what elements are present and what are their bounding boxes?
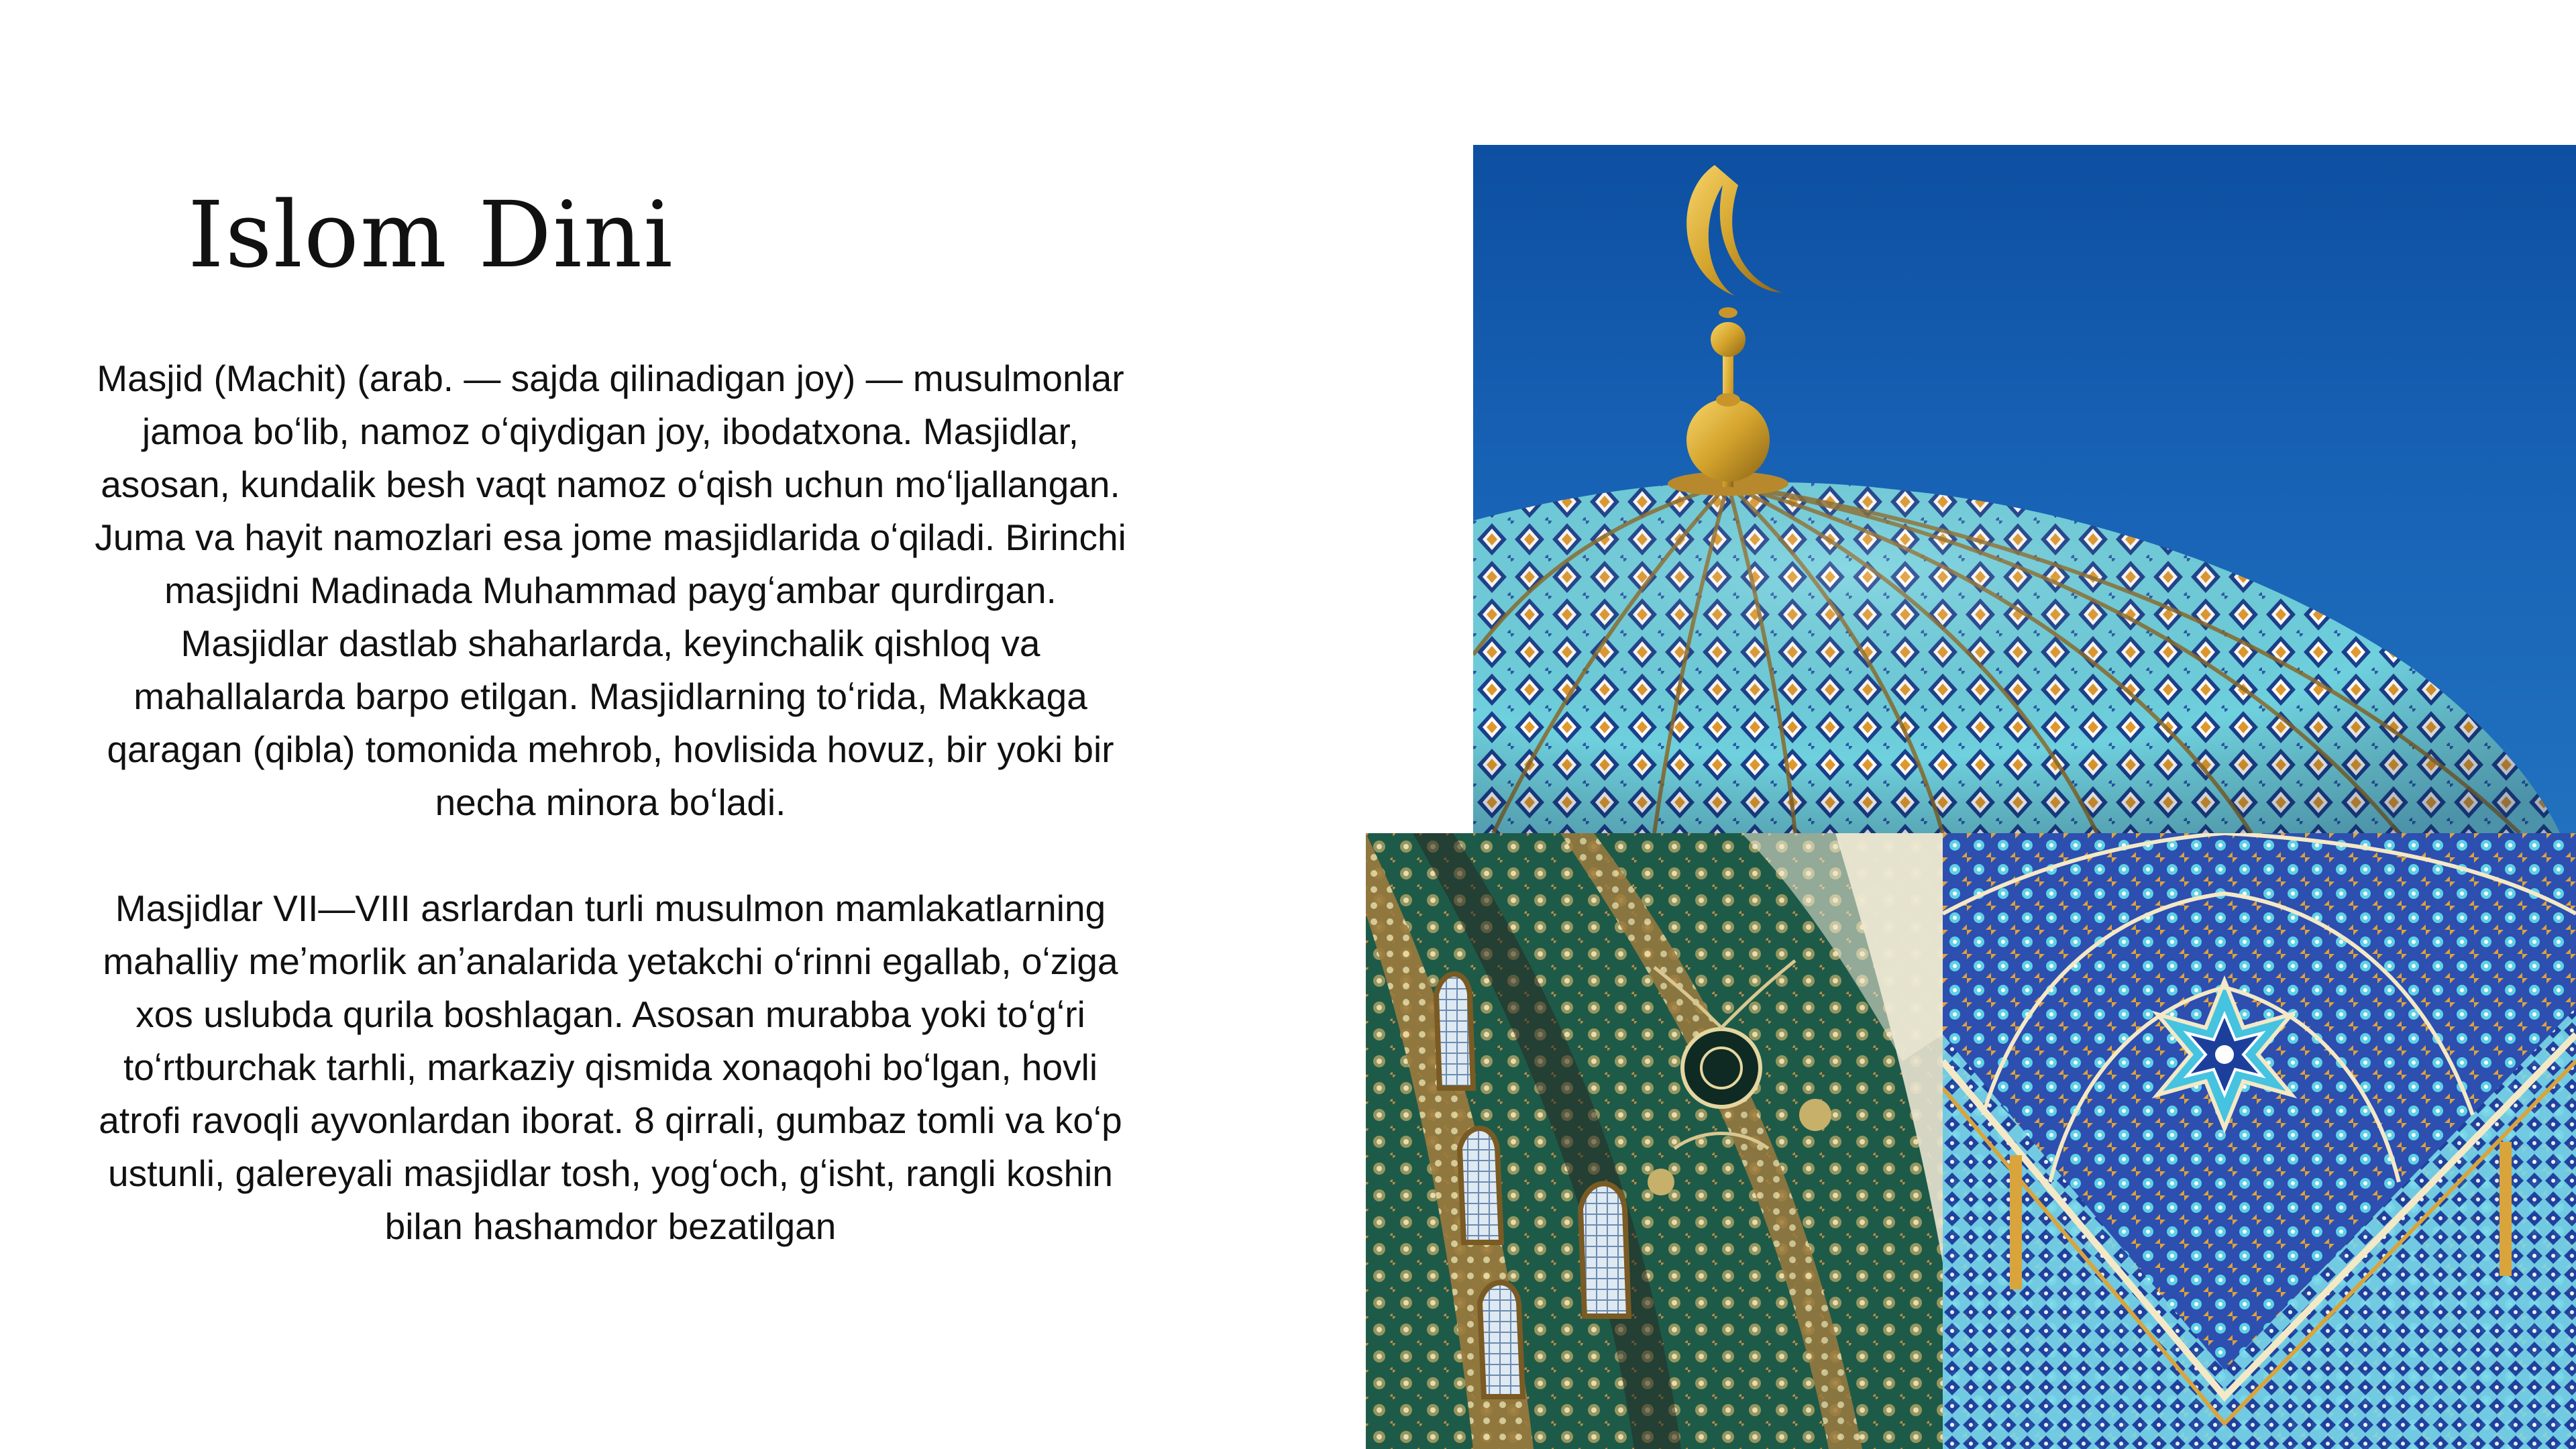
paragraph-1: Masjid (Machit) (arab. — sajda qilinadigan joy) — musulmonlar jamoa boʻlib, namoz oʻqiydigan joy, ibodatxona. Masjidlar, asosan, kundalik besh vaqt namoz oʻqish uchun moʻljallangan. Juma va hayit namozlari esa jome masjidlarida oʻqiladi. Birinchi masjidni Madinada Muhammad paygʻambar qurdirgan. Masjidlar dastlab shaharlarda, keyinchalik qishloq va mahallalarda barpo etilgan. Masjidlarning toʻrida, Makkaga qaragan (qibla) tomonida mehrob, hovlisida hovuz, bir yoki bir necha minora boʻladi.: [95, 358, 1126, 823]
paragraph-2: Masjidlar VII—VIII asrlardan turli musulmon mamlakatlarning mahalliy meʼmorlik anʼanalarida yetakchi oʻrinni egallab, oʻziga xos uslubda qurila boshlagan. Asosan murabba yoki toʻgʻri toʻrtburchak tarhli, markaziy qismida xonaqohi boʻlgan, hovli atrofi ravoqli ayvonlardan iborat. 8 qirrali, gumbaz tomli va koʻp ustunli, galereyali masjidlar tosh, yogʻoch, gʻisht, rangli koshin bilan hashamdor bezatilgan: [99, 888, 1122, 1247]
body-text: [94, 352, 1127, 1253]
dome-photo: [1473, 145, 2576, 833]
slide-title: Islom Dini: [188, 182, 674, 288]
blue-muqarnas-photo: [1943, 833, 2576, 1449]
green-dome-interior-photo: [1366, 833, 1943, 1449]
